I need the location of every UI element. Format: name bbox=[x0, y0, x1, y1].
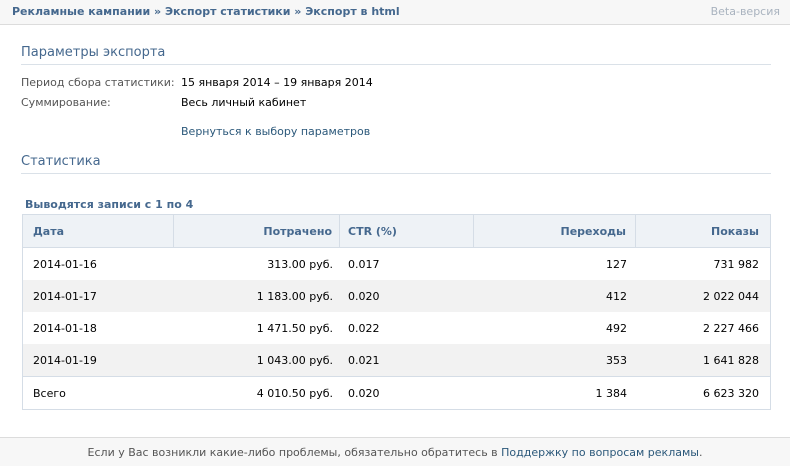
breadcrumb-item-export-stats[interactable]: Экспорт статистики bbox=[164, 5, 291, 18]
column-header-date[interactable]: Дата bbox=[23, 215, 174, 247]
params-divider bbox=[21, 64, 771, 65]
cell-date: 2014-01-19 bbox=[33, 353, 97, 367]
cell-impressions: 2 022 044 bbox=[703, 289, 759, 303]
footer bbox=[0, 437, 790, 466]
period-label: Период сбора статистики: bbox=[21, 76, 175, 89]
table-row bbox=[23, 344, 770, 376]
cell-clicks: 353 bbox=[606, 353, 627, 367]
header-bar bbox=[0, 0, 790, 25]
cell-spent: 1 471.50 руб. bbox=[256, 321, 333, 335]
cell-spent: 313.00 руб. bbox=[267, 257, 333, 271]
params-section-title: Параметры экспорта bbox=[21, 45, 166, 60]
cell-ctr: 0.021 bbox=[348, 353, 380, 367]
total-ctr: 0.020 bbox=[348, 386, 380, 400]
cell-clicks: 127 bbox=[606, 257, 627, 271]
total-label: Всего bbox=[33, 386, 66, 400]
breadcrumb-item-export-html: Экспорт в html bbox=[305, 5, 400, 18]
table-row bbox=[23, 280, 770, 312]
cell-date: 2014-01-16 bbox=[33, 257, 97, 271]
footer-suffix: . bbox=[698, 446, 703, 459]
cell-date: 2014-01-17 bbox=[33, 289, 97, 303]
breadcrumb bbox=[12, 5, 400, 18]
breadcrumb-item-campaigns[interactable]: Рекламные кампании bbox=[12, 5, 151, 18]
cell-spent: 1 043.00 руб. bbox=[256, 353, 333, 367]
breadcrumb-separator: » bbox=[150, 5, 165, 18]
cell-date: 2014-01-18 bbox=[33, 321, 97, 335]
total-impressions: 6 623 320 bbox=[703, 386, 759, 400]
back-to-params-link[interactable]: Вернуться к выбору параметров bbox=[181, 125, 371, 138]
sum-label: Суммирование: bbox=[21, 96, 111, 109]
sum-value: Весь личный кабинет bbox=[181, 96, 307, 109]
table-total-row bbox=[23, 376, 770, 409]
cell-impressions: 2 227 466 bbox=[703, 321, 759, 335]
period-value: 15 января 2014 – 19 января 2014 bbox=[181, 76, 373, 89]
cell-impressions: 1 641 828 bbox=[703, 353, 759, 367]
cell-impressions: 731 982 bbox=[713, 257, 759, 271]
breadcrumb-separator: » bbox=[290, 5, 306, 18]
records-count: Выводятся записи с 1 по 4 bbox=[25, 198, 194, 211]
table-row bbox=[23, 312, 770, 344]
total-spent: 4 010.50 руб. bbox=[256, 386, 333, 400]
column-header-ctr[interactable]: CTR (%) bbox=[340, 215, 474, 247]
stats-table bbox=[22, 214, 771, 410]
stats-section-title: Статистика bbox=[21, 154, 101, 169]
cell-spent: 1 183.00 руб. bbox=[256, 289, 333, 303]
cell-clicks: 492 bbox=[606, 321, 627, 335]
total-clicks: 1 384 bbox=[595, 386, 627, 400]
column-header-spent[interactable]: Потрачено bbox=[174, 215, 340, 247]
table-header-row bbox=[23, 215, 770, 248]
cell-ctr: 0.020 bbox=[348, 289, 380, 303]
column-header-impressions[interactable]: Показы bbox=[711, 224, 759, 238]
cell-clicks: 412 bbox=[606, 289, 627, 303]
support-link[interactable]: Поддержку по вопросам рекламы bbox=[501, 446, 699, 459]
column-header-clicks[interactable]: Переходы bbox=[474, 215, 636, 247]
cell-ctr: 0.017 bbox=[348, 257, 380, 271]
footer-text: Если у Вас возникли какие-либо проблемы, обязательно обратитесь в bbox=[87, 446, 502, 459]
beta-label: Beta-версия bbox=[710, 5, 780, 18]
table-row bbox=[23, 248, 770, 280]
cell-ctr: 0.022 bbox=[348, 321, 380, 335]
stats-divider bbox=[21, 173, 771, 174]
